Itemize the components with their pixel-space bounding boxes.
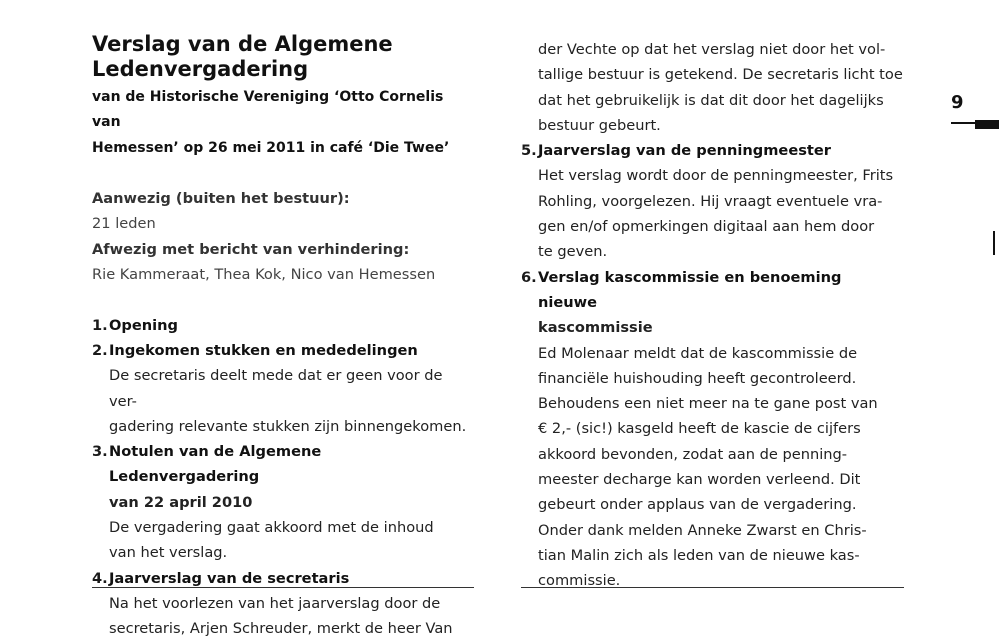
item-number: 2.	[92, 341, 108, 359]
present-value: 21 leden	[92, 215, 156, 233]
item-number: 6.	[521, 268, 537, 286]
item-body-line: van het verslag.	[109, 544, 228, 562]
item-heading: Jaarverslag van de secretaris	[109, 569, 350, 587]
item-heading-line: kascommissie	[538, 319, 653, 337]
item-body-line: Ed Molenaar meldt dat de kascommissie de	[538, 344, 858, 362]
item-body-line: Behoudens een niet meer na te gane post van	[538, 395, 878, 413]
page-number: 9	[951, 92, 964, 113]
item-number: 3.	[92, 443, 108, 461]
item-body-line: bestuur gebeurt.	[538, 116, 661, 134]
item-body-line: tallige bestuur is getekend. De secretaris licht toe	[538, 66, 903, 84]
item-number: 5.	[521, 142, 537, 160]
item-body-line: der Vechte op dat het verslag niet door het vol-	[538, 41, 886, 58]
item-body-line: € 2,- (sic!) kasgeld heeft de kascie de cijfers	[538, 420, 861, 438]
agenda-item-6	[521, 265, 904, 594]
agenda-item-1	[92, 313, 474, 338]
item-number: 1.	[92, 316, 108, 334]
item-heading: Verslag kascommissie en benoeming nieuwe	[538, 268, 842, 311]
item-body-line: financiële huishouding heeft gecontroleerd.	[538, 369, 857, 387]
item-body-line: Het verslag wordt door de penningmeester, Frits	[538, 167, 894, 185]
page-number-rule	[951, 122, 976, 124]
item-body-line: De secretaris deelt mede dat er geen voor de ver-	[109, 367, 443, 410]
subtitle-line-1: van de Historische Vereniging ‘Otto Cornelis van	[92, 89, 444, 131]
subtitle-line-2: Hemessen’ op 26 mei 2011 in café ‘Die Twee’	[92, 139, 450, 156]
item-body-line: gebeurt onder applaus van de vergadering.	[538, 496, 857, 514]
page-tab-marker	[975, 120, 999, 129]
item-heading-line: van 22 april 2010	[109, 493, 253, 511]
item-heading: Opening	[109, 316, 178, 334]
absent-label: Afwezig met bericht van verhindering:	[92, 240, 410, 258]
agenda-item-2	[92, 338, 474, 439]
left-column	[92, 0, 474, 642]
absent-value: Rie Kammeraat, Thea Kok, Nico van Hemessen	[92, 266, 436, 284]
item-body-line: secretaris, Arjen Schreuder, merkt de heer Van	[109, 620, 453, 638]
report-subtitle	[92, 85, 474, 161]
item-body-line: akkoord bevonden, zodat aan de penning-	[538, 445, 848, 463]
right-column	[521, 37, 904, 594]
report-title	[92, 32, 474, 82]
agenda-item-5	[521, 138, 904, 264]
item-body-line: commissie.	[538, 572, 621, 590]
item-4-continuation	[521, 37, 904, 138]
title-line-2: Ledenvergadering	[92, 57, 309, 81]
item-body-line: De vergadering gaat akkoord met de inhoud	[109, 519, 434, 537]
item-body-line: gen en/of opmerkingen digitaal aan hem door	[538, 218, 875, 236]
item-body-line: meester decharge kan worden verleend. Dit	[538, 471, 861, 489]
right-bottom-rule	[521, 587, 904, 588]
item-body-line: Rohling, voorgelezen. Hij vraagt eventuele vra-	[538, 192, 883, 210]
item-body-line: tian Malin zich als leden van de nieuwe kas-	[538, 546, 860, 564]
item-body-line: Na het voorlezen van het jaarverslag door de	[109, 594, 441, 612]
item-body-line: Onder dank melden Anneke Zwarst en Chris-	[538, 521, 867, 539]
item-body-line: gadering relevante stukken zijn binnengekomen.	[109, 417, 467, 435]
agenda-item-3	[92, 439, 474, 565]
item-body-line: te geven.	[538, 243, 608, 261]
item-number: 4.	[92, 569, 108, 587]
item-heading: Notulen van de Algemene Ledenvergadering	[109, 443, 322, 486]
title-line-1: Verslag van de Algemene	[92, 32, 393, 56]
item-heading: Ingekomen stukken en mededelingen	[109, 341, 418, 359]
left-bottom-rule	[92, 587, 474, 588]
edge-mark	[993, 231, 995, 255]
present-label: Aanwezig (buiten het bestuur):	[92, 190, 350, 208]
item-body-line: dat het gebruikelijk is dat dit door het dagelijks	[538, 91, 884, 109]
item-heading: Jaarverslag van de penningmeester	[538, 142, 831, 160]
agenda-item-4	[92, 566, 474, 642]
